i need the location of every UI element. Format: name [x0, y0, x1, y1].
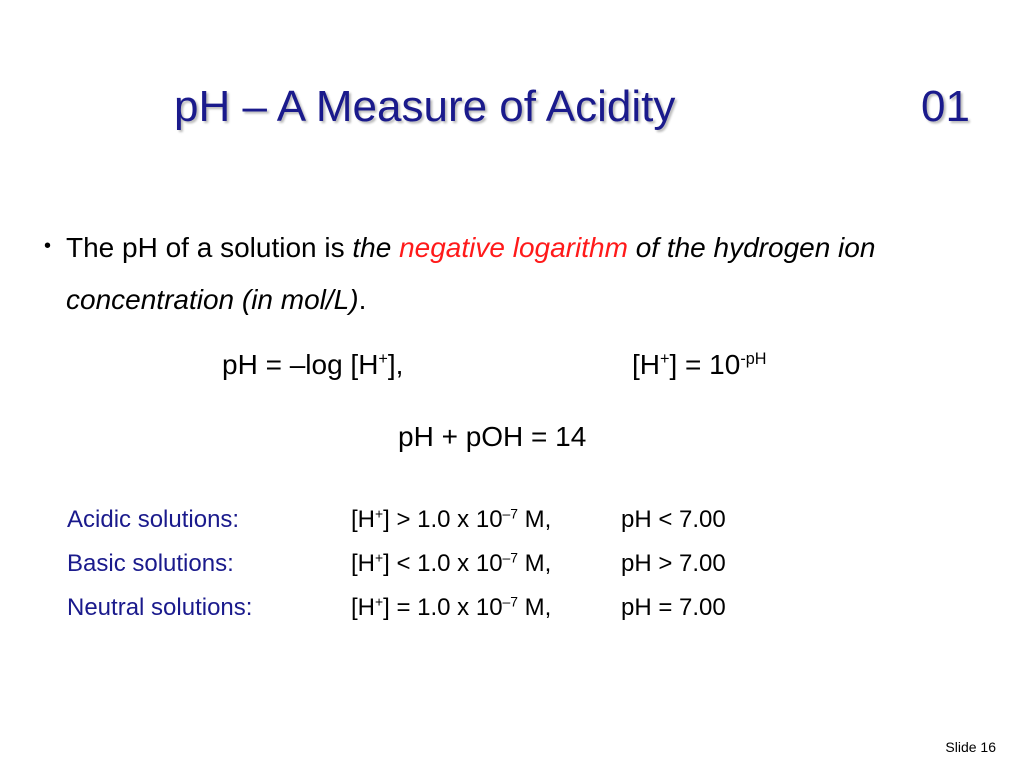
neutral-h-ion-condition [351, 591, 551, 625]
basic-solutions-label: Basic solutions: [67, 550, 234, 577]
ph-definition-charge: + [378, 349, 388, 368]
basic-h-charge: + [375, 549, 384, 566]
acidic-h-text: [H [351, 506, 375, 533]
acidic-relation: ] > 1.0 x 10 [383, 506, 503, 533]
h-ion-middle: ] = 10 [669, 349, 741, 380]
basic-h-ion-condition [351, 547, 551, 581]
acidic-unit: M, [518, 506, 552, 533]
bullet-space-2 [628, 232, 636, 263]
bullet-space-1 [391, 232, 399, 263]
basic-exponent: –7 [502, 549, 519, 566]
neutral-h-text: [H [351, 594, 375, 621]
neutral-exponent: –7 [502, 593, 519, 610]
acidic-exponent: –7 [502, 505, 519, 522]
bullet-text-italic-concentration: of the hydrogen ion concentration (in mol/L) [66, 232, 876, 315]
bullet-text [66, 222, 916, 326]
h-ion-charge: + [660, 349, 670, 368]
bullet-text-plain: The pH of a solution is [66, 232, 353, 263]
ph-definition-after: ], [387, 349, 404, 380]
acidic-h-charge: + [375, 505, 384, 522]
bullet-marker: • [44, 235, 52, 257]
neutral-ph-condition: pH = 7.00 [621, 594, 726, 621]
neutral-relation: ] = 1.0 x 10 [383, 594, 503, 621]
bullet-period: . [358, 284, 367, 315]
slide-title: pH – A Measure of Acidity [174, 82, 676, 131]
h-ion-equation [632, 348, 767, 382]
ph-definition-equation [222, 348, 403, 382]
ph-poh-equation: pH + pOH = 14 [398, 421, 587, 452]
acidic-solutions-label: Acidic solutions: [67, 506, 240, 533]
slide-title-number: 01 [921, 82, 970, 131]
h-ion-exponent: -pH [740, 349, 767, 368]
neutral-unit: M, [518, 594, 552, 621]
acidic-h-ion-condition [351, 503, 551, 537]
basic-h-text: [H [351, 550, 375, 577]
neutral-h-charge: + [375, 593, 384, 610]
h-ion-before: [H [632, 349, 660, 380]
basic-relation: ] < 1.0 x 10 [383, 550, 503, 577]
basic-unit: M, [518, 550, 552, 577]
bullet-highlight: negative logarithm [399, 232, 628, 263]
ph-definition-before: pH = –log [H [222, 349, 379, 380]
acidic-ph-condition: pH < 7.00 [621, 506, 726, 533]
bullet-text-italic-the: the [352, 232, 392, 263]
neutral-solutions-label: Neutral solutions: [67, 594, 253, 621]
basic-ph-condition: pH > 7.00 [621, 550, 726, 577]
slide-number: Slide 16 [945, 739, 996, 755]
